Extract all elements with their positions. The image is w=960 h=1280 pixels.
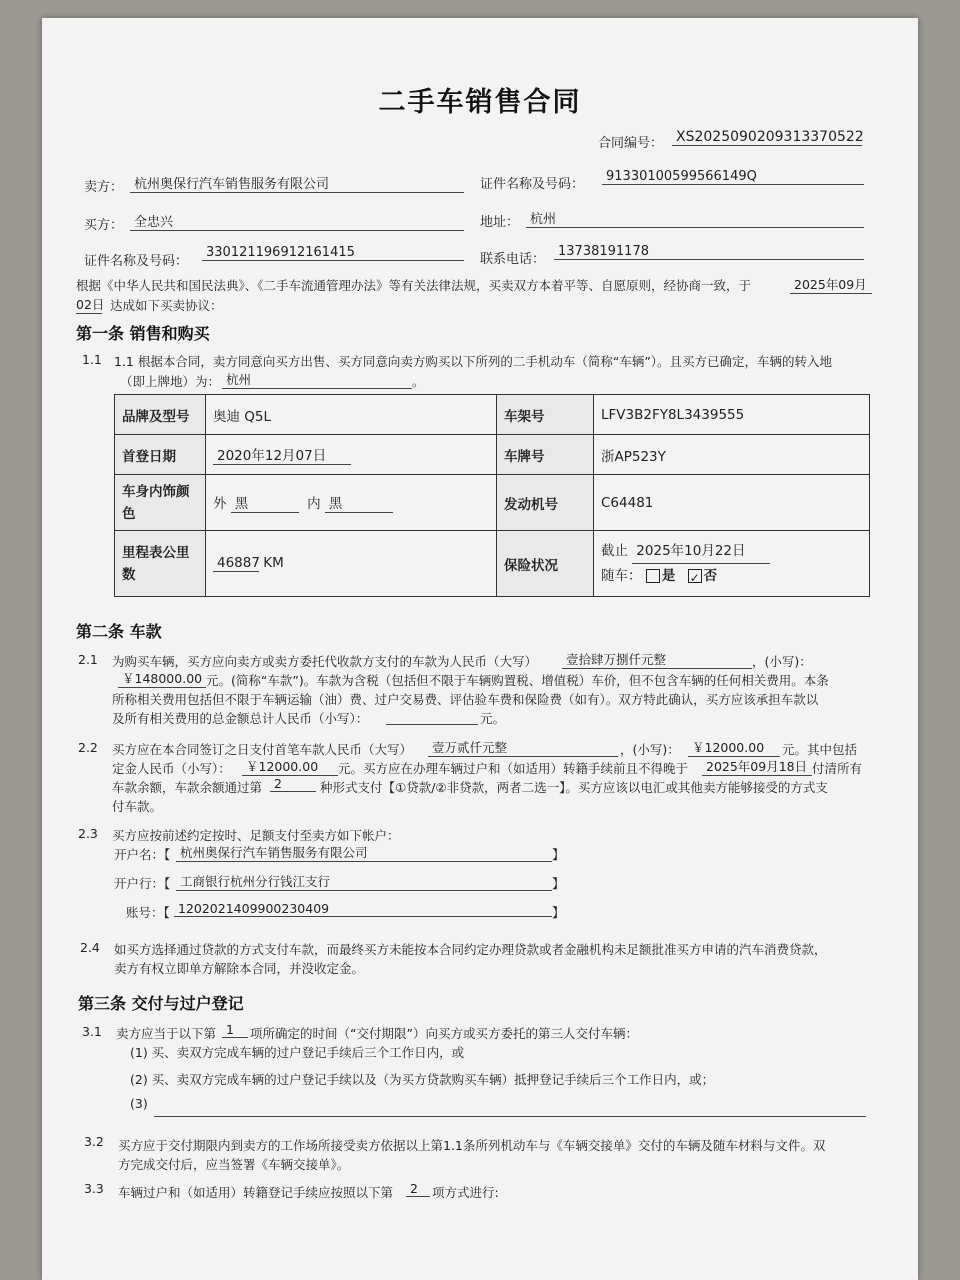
seller-label: 卖方： [84, 180, 124, 195]
engine-label: 发动机号 [497, 475, 594, 531]
clause-1-1-text: 1.1 根据本合同，卖方同意向买方出售、买方同意向卖方购买以下所列的二手机动车（简称“车辆”）。且买方已确定，车辆的转入地 [114, 354, 833, 369]
reg-date-cell [206, 435, 497, 475]
insurance-label: 保险状况 [497, 531, 594, 597]
brand-label: 品牌及型号 [115, 395, 206, 435]
clause-2-3-text: 买方应按前述约定按时、足额支付至卖方如下帐户： [112, 828, 400, 843]
buyer-phone-label: 联系电话： [480, 252, 546, 267]
reg-date-value: 2020年12月07日 [213, 444, 351, 465]
clause-3-1-item: 1 [222, 1022, 248, 1038]
clause-1-1-text2: （即上牌地）为： [120, 374, 221, 389]
brand-value: 奥迪 Q5L [206, 395, 497, 435]
insurance-with-label: 随车： [601, 568, 642, 584]
seller-name: 杭州奥保行汽车销售服务有限公司 [130, 173, 464, 193]
clause-2-2-text-a: 买方应在本合同签订之日支付首笔车款人民币（大写） [112, 742, 413, 757]
account-number: 1202021409900230409 [174, 901, 552, 917]
clause-3-2-no: 3.2 [84, 1134, 104, 1149]
no-checkbox[interactable] [688, 569, 702, 583]
clause-2-3-no: 2.3 [78, 826, 98, 841]
clause-3-1-option-3: (3) [130, 1096, 148, 1111]
preamble-date-a: 2025年09月 [790, 275, 872, 294]
article-1-heading: 第一条 销售和购买 [76, 324, 210, 343]
balance-deadline: 2025年09月18日 [702, 757, 812, 776]
clause-2-4-no: 2.4 [80, 940, 100, 955]
account-bank-label: 开户行：【 [114, 876, 171, 891]
clause-3-3-text-a: 车辆过户和（如适用）转籍登记手续应按照以下第 [118, 1185, 394, 1200]
vin-value: LFV3B2FY8L3439555 [594, 395, 870, 435]
exterior-color: 黑 [231, 492, 299, 513]
account-no-close: 】 [552, 905, 565, 920]
clause-2-2-text-d: 定金人民币（小写）： [112, 761, 231, 776]
interior-color: 黑 [325, 492, 393, 513]
exterior-label: 外 [213, 496, 227, 512]
clause-1-1-no: 1.1 [82, 352, 102, 367]
buyer-id-label: 证件名称及号码： [84, 254, 189, 269]
insurance-until-label: 截止 [601, 543, 628, 559]
account-bank-close: 】 [552, 876, 565, 891]
preamble-date-b: 02日 [76, 297, 105, 312]
reg-date-label: 首登日期 [115, 435, 206, 475]
seller-id-value: 91330100599566149Q [602, 169, 864, 185]
down-payment-words: 壹万贰仟元整 [428, 738, 618, 757]
buyer-addr-value: 杭州 [526, 208, 864, 228]
clause-2-2-text-i: 付车款。 [112, 799, 163, 814]
buyer-label: 买方： [84, 218, 124, 233]
page-title: 二手车销售合同 [378, 87, 582, 118]
clause-3-3-item: 2 [406, 1181, 430, 1197]
clause-2-1-text-b: ，(小写)： [752, 654, 812, 669]
clause-2-1-text-c: 元。(简称“车款”)。车款为含税（包括但不限于车辆购置税、增值税）车价，但不包含车辆的任何相关费用。本条 [206, 673, 829, 688]
clause-3-3-text-b: 项方式进行: [432, 1185, 499, 1200]
clause-2-1-text-d: 所称相关费用包括但不限于车辆运输（油）费、过户交易费、评估验车费和保险费（如有）。双方特此确认，买方应该承担车款以 [112, 692, 819, 707]
plate-value: 浙AP523Y [594, 435, 870, 475]
vehicle-info-table [114, 394, 870, 597]
interior-label: 内 [307, 496, 321, 512]
preamble-text: 根据《中华人民共和国民法典》、《二手车流通管理办法》等有关法律法规，买卖双方本着平等、自愿原则，经协商一致，于 [76, 278, 752, 293]
down-payment-number: ￥12000.00 [688, 738, 780, 757]
account-name-label: 开户名：【 [114, 847, 171, 862]
preamble-text2: 达成如下买卖协议： [110, 298, 223, 313]
clause-3-2-text-a: 买方应于交付期限内到卖方的工作场所接受卖方依据以上第1.1条所列机动车与《车辆交接单》交付的车辆及随车材料与文件。双 [118, 1138, 826, 1153]
mileage-unit: KM [263, 555, 284, 571]
clause-2-1-no: 2.1 [78, 652, 98, 667]
article-3-heading: 第三条 交付与过户登记 [78, 994, 244, 1013]
contract-no-label: 合同编号： [598, 136, 664, 151]
clause-3-1-text-b: 项所确定的时间（“交付期限”）向买方或买方委托的第三人交付车辆： [250, 1026, 638, 1041]
vin-label: 车架号 [497, 395, 594, 435]
deposit-number: ￥12000.00 [242, 757, 338, 776]
clause-2-2-no: 2.2 [78, 740, 98, 755]
total-fees-blank [386, 724, 478, 725]
yes-checkbox[interactable] [646, 569, 660, 583]
account-bank: 工商银行杭州分行钱江支行 [176, 872, 552, 891]
insurance-cell [594, 531, 870, 597]
clause-2-2-text-h: 种形式支付【①贷款/②非贷款，两者二选一】。买方应该以电汇或其他卖方能够接受的方式支 [320, 780, 828, 795]
clause-2-4-text-b: 卖方有权立即单方解除本合同，并没收定金。 [114, 961, 365, 976]
clause-2-1-text-f: 元。 [480, 711, 506, 726]
mileage-cell [206, 531, 497, 597]
clause-2-2-text-g: 车款余额，车款余额通过第 [112, 780, 263, 795]
yes-label: 是 [661, 568, 676, 584]
clause-3-1-option-3-blank [154, 1116, 866, 1117]
clause-3-3-no: 3.3 [84, 1181, 104, 1196]
clause-2-2-text-f: 付清所有 [812, 761, 863, 776]
clause-3-1-text-a: 卖方应当于以下第 [116, 1026, 217, 1041]
clause-2-1-text-a: 为购买车辆，买方应向卖方或卖方委托代收款方支付的车款为人民币（大写） [112, 654, 538, 669]
buyer-phone-value: 13738191178 [554, 244, 864, 260]
clause-2-2-text-e: 元。买方应在办理车辆过户和（如适用）转籍手续前且不得晚于 [338, 761, 689, 776]
clause-3-1-option-1: (1) 买、卖双方完成车辆的过户登记手续后三个工作日内，或 [130, 1045, 465, 1060]
buyer-addr-label: 地址： [480, 215, 520, 230]
color-cell [206, 475, 497, 531]
clause-2-4-text-a: 如买方选择通过贷款的方式支付车款，而最终买方未能按本合同约定办理贷款或者金融机构未足额批准买方申请的汽车消费贷款， [114, 942, 827, 957]
total-price-words: 壹拾肆万捌仟元整 [562, 650, 752, 669]
buyer-name: 全忠兴 [130, 211, 464, 231]
seller-id-label: 证件名称及号码： [480, 177, 585, 192]
mileage-value: 46887 [213, 555, 259, 572]
plate-label: 车牌号 [497, 435, 594, 475]
clause-2-1-text-e: 及所有相关费用的总金额总计人民币（小写）： [112, 711, 369, 726]
clause-1-1-city: 杭州 [222, 370, 412, 389]
total-price-number: ￥148000.00 [118, 669, 206, 688]
clause-3-2-text-b: 方完成交付后，应当签署《车辆交接单》。 [118, 1157, 350, 1172]
engine-value: C64481 [594, 475, 870, 531]
color-label: 车身内饰颜色 [115, 475, 206, 531]
clause-3-1-no: 3.1 [82, 1024, 102, 1039]
insurance-date: 2025年10月22日 [632, 539, 770, 564]
account-no-label: 账号：【 [126, 905, 170, 920]
no-label: 否 [703, 568, 718, 584]
clause-3-1-option-2: (2) 买、卖双方完成车辆的过户登记手续以及（为买方贷款购买车辆）抵押登记手续后三个工作日内，或； [130, 1072, 715, 1087]
clause-2-2-text-c: 元。其中包括 [782, 742, 858, 757]
mileage-label: 里程表公里数 [115, 531, 206, 597]
clause-2-2-text-b: ，(小写)： [620, 742, 680, 757]
account-name: 杭州奥保行汽车销售服务有限公司 [176, 843, 552, 862]
account-name-close: 】 [552, 847, 565, 862]
article-2-heading: 第二条 车款 [76, 622, 162, 641]
clause-1-1-end: 。 [412, 374, 425, 389]
buyer-id-value: 330121196912161415 [202, 245, 464, 261]
contract-page [42, 18, 918, 1280]
contract-no-value: XS2025090209313370522 [672, 129, 862, 146]
payment-method-number: 2 [270, 776, 316, 792]
